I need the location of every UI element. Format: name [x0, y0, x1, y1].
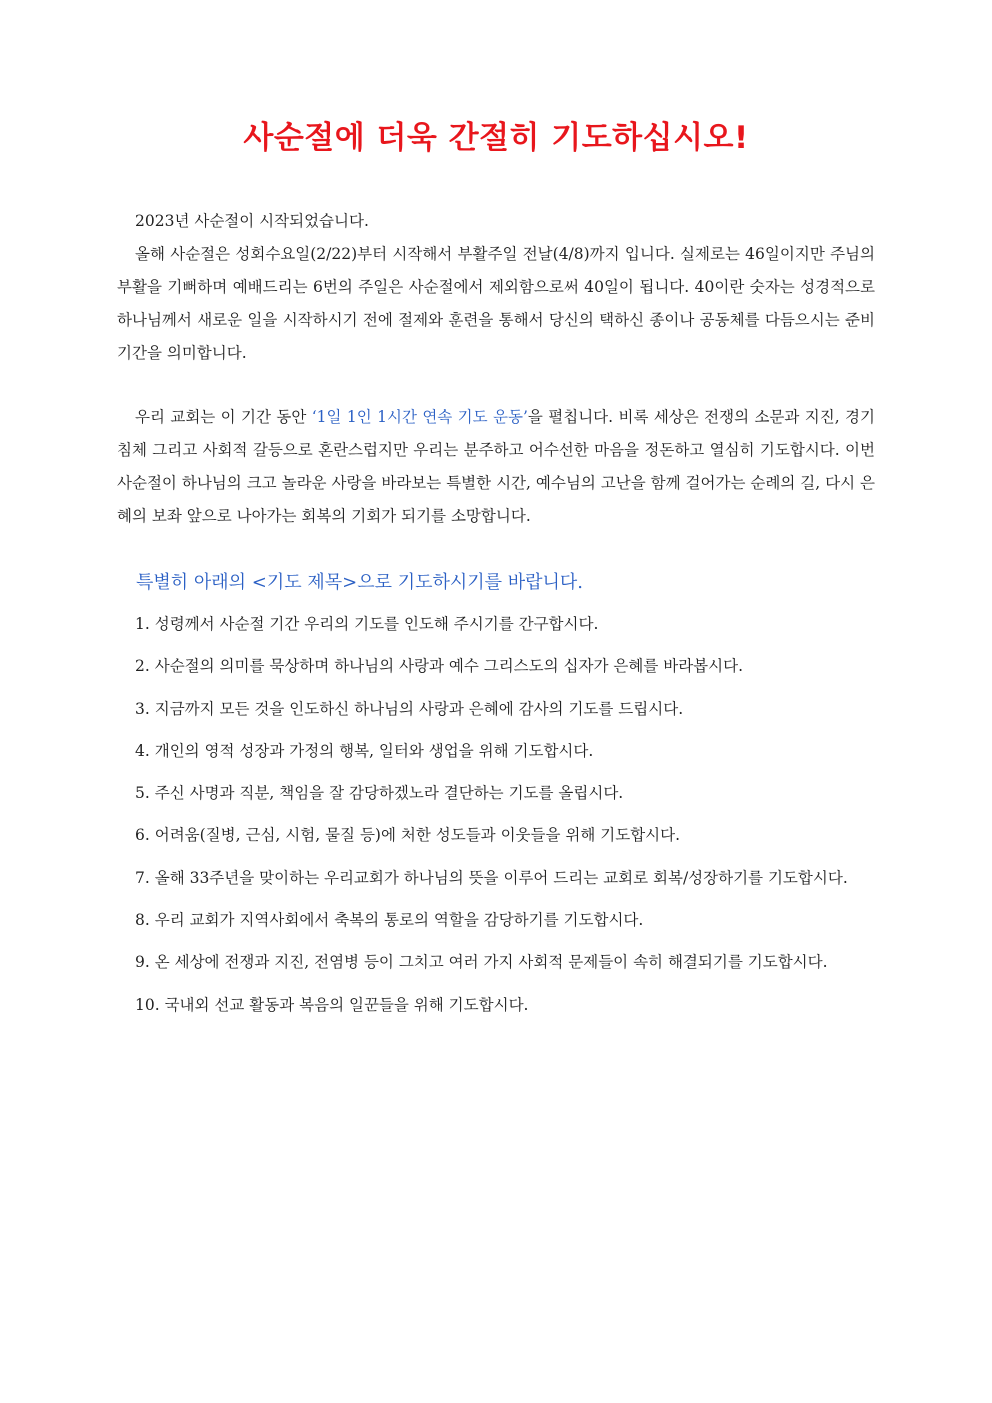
- intro-first-line: [117, 205, 875, 238]
- prayer-item: 2. 사순절의 의미를 묵상하며 하나님의 사랑과 예수 그리스도의 십자가 은혜를 바라봅시다.: [135, 657, 744, 676]
- campaign-paragraph: [117, 401, 875, 533]
- campaign-text-after: 을 펼칩니다. 비록 세상은 전쟁의 소문과 지진, 경기 침체 그리고 사회적 갈등으로 혼란스럽지만 우리는 분주하고 어수선한 마음을 정돈하고 열심히 기도합시다. 이번 사순절이 하나님의 크고 놀라운 사랑을 바라보는 특별한 시간, 예수님의 고난을 함께 걸어가는 순례의 길, 다시 은혜의 보좌 앞으로 나아가는 회복의 기회가 되기를 소망합니다.: [117, 408, 875, 525]
- prayer-item: 7. 올해 33주년을 맞이하는 우리교회가 하나님의 뜻을 이루어 드리는 교회로 회복/성장하기를 기도합시다.: [135, 868, 848, 887]
- intro-body-text: 올해 사순절은 성회수요일(2/22)부터 시작해서 부활주일 전날(4/8)까지 입니다. 실제로는 46일이지만 주님의 부활을 기뻐하며 예배드리는 6번의 주일은 사순절에서 제외함으로써 40일이 됩니다. 40이란 숫자는 성경적으로 하나님께서 새로운 일을 시작하시기 전에 절제와 훈련을 통해서 당신의 택하신 종이나 공동체를 다듬으시는 준비 기간을 의미합니다.: [117, 245, 875, 362]
- prayer-item: 3. 지금까지 모든 것을 인도하신 하나님의 사랑과 은혜에 감사의 기도를 드립시다.: [135, 699, 684, 718]
- prayer-list: [135, 608, 895, 1031]
- prayer-item: 1. 성령께서 사순절 기간 우리의 기도를 인도해 주시기를 간구합시다.: [135, 615, 599, 633]
- page-title: 사순절에 더욱 간절히 기도하십시오!: [243, 120, 749, 156]
- prayer-section-heading: 특별히 아래의 <기도 제목>으로 기도하시기를 바랍니다.: [136, 572, 584, 593]
- intro-paragraph: [117, 205, 875, 370]
- prayer-item: 5. 주신 사명과 직분, 책임을 잘 감당하겠노라 결단하는 기도를 올립시다.: [135, 784, 624, 803]
- prayer-item: 10. 국내외 선교 활동과 복음의 일꾼들을 위해 기도합시다.: [135, 995, 529, 1014]
- prayer-item: 4. 개인의 영적 성장과 가정의 행복, 일터와 생업을 위해 기도합시다.: [135, 741, 594, 760]
- campaign-highlight: ‘1일 1인 1시간 연속 기도 운동’: [311, 408, 528, 426]
- campaign-text-before: 우리 교회는 이 기간 동안: [135, 408, 312, 426]
- prayer-item: 9. 온 세상에 전쟁과 지진, 전염병 등이 그치고 여러 가지 사회적 문제들이 속히 해결되기를 기도합시다.: [135, 953, 828, 972]
- intro-first-line-text: 2023년 사순절이 시작되었습니다.: [135, 212, 369, 230]
- intro-body: [117, 238, 875, 370]
- prayer-item: 8. 우리 교회가 지역사회에서 축복의 통로의 역할을 감당하기를 기도합시다.: [135, 911, 644, 930]
- prayer-item: 6. 어려움(질병, 근심, 시험, 물질 등)에 처한 성도들과 이웃들을 위해 기도합시다.: [135, 826, 681, 845]
